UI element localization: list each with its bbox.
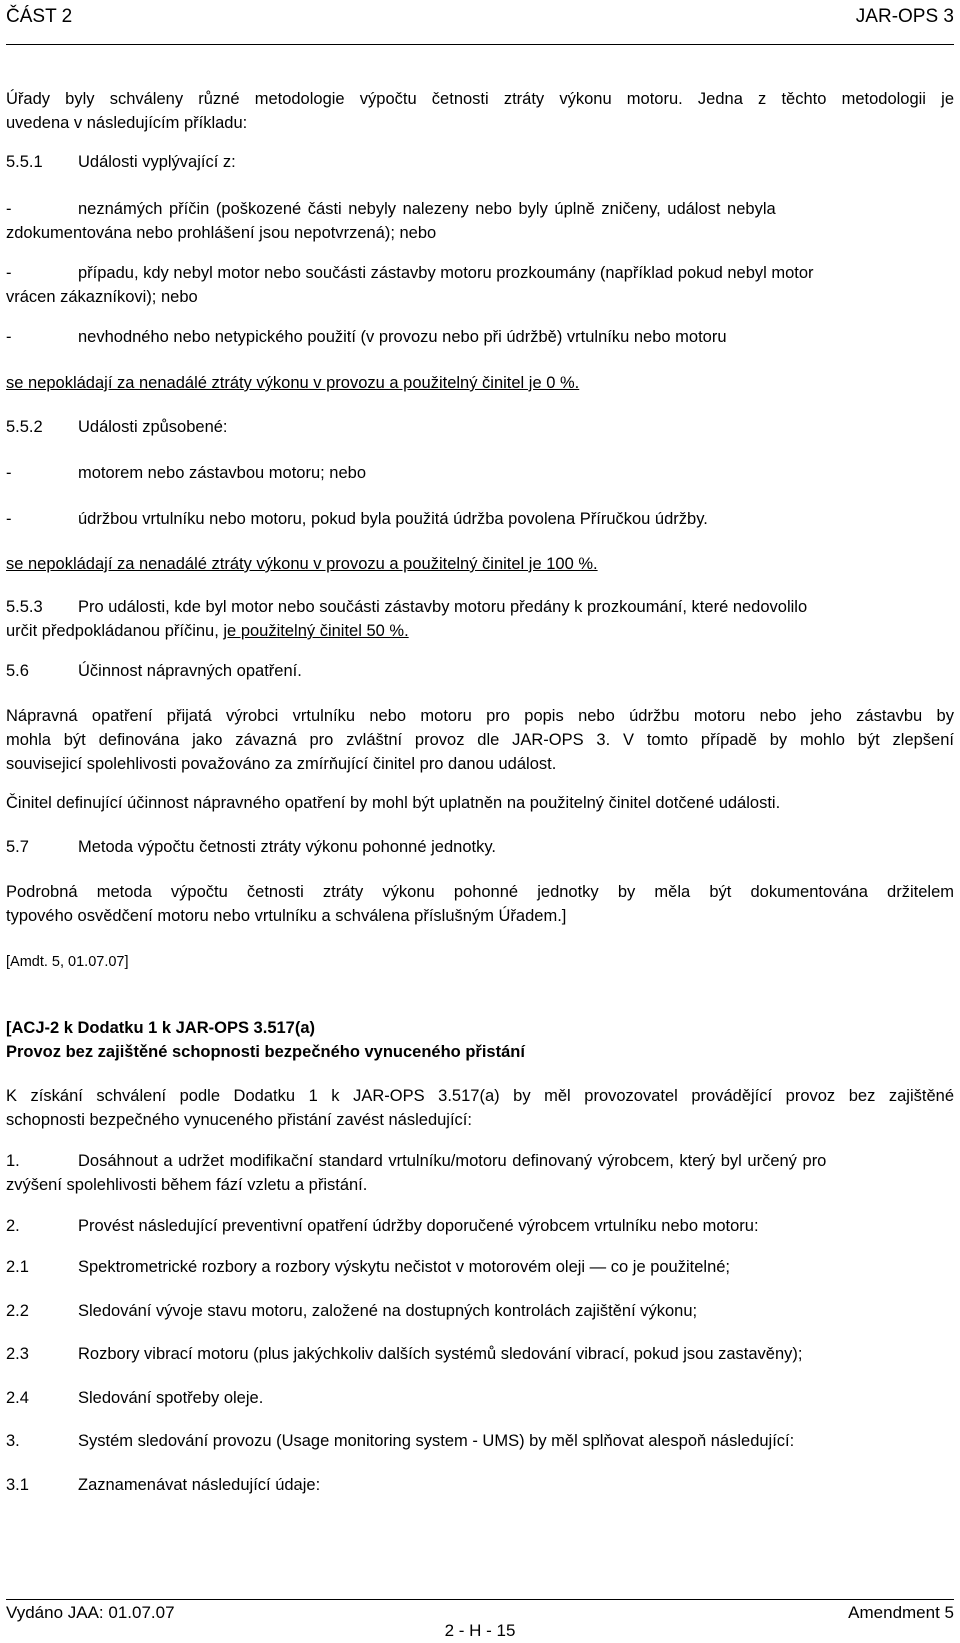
section-title: Události způsobené: bbox=[78, 418, 228, 436]
item-text-continued: zvýšení spolehlivosti během fází vzletu a přistání. bbox=[6, 1176, 368, 1194]
acj-intro-line-2: schopnosti bezpečného vynuceného přistání zavést následující: bbox=[6, 1111, 472, 1129]
paragraph-line-2 bbox=[6, 619, 954, 643]
section-title: Události vyplývající z: bbox=[78, 153, 236, 171]
dash-bullet: - bbox=[6, 200, 12, 218]
item-text: Systém sledování provozu (Usage monitoring system - UMS) by měl splňovat alespoň následující: bbox=[78, 1432, 795, 1450]
paragraph-line: typového osvědčení motoru nebo vrtulníku a schválena příslušným Úřadem.] bbox=[6, 907, 567, 925]
footer-issued: Vydáno JAA: 01.07.07 bbox=[6, 1603, 175, 1622]
section-number: 5.5.1 bbox=[6, 153, 43, 171]
item-text: případu, kdy nebyl motor nebo součásti zástavby motoru prozkoumány (například pokud nebyl motor bbox=[78, 264, 814, 282]
acj-subheading: Provoz bez zajištěné schopnosti bezpečného vynuceného přistání bbox=[6, 1043, 525, 1061]
item-text: Provést následující preventivní opatření údržby doporučené výrobcem vrtulníku nebo motoru: bbox=[78, 1217, 759, 1235]
paragraph-line: mohla být definována jako závazná pro zvláštní provoz dle JAR-OPS 3. V tomto případě by mohlo být zlepšení bbox=[6, 731, 954, 749]
conclusion-factor-0: se nepokládají za nenadálé ztráty výkonu v provozu a použitelný činitel je 0 %. bbox=[6, 374, 580, 392]
acj-intro-line-1: K získání schválení podle Dodatku 1 k JAR-OPS 3.517(a) by měl provozovatel provádějící provoz bez zajištěné bbox=[6, 1087, 954, 1105]
item-number: 1. bbox=[6, 1152, 20, 1170]
acj-heading: [ACJ-2 k Dodatku 1 k JAR-OPS 3.517(a) bbox=[6, 1019, 316, 1037]
item-text: Spektrometrické rozbory a rozbory výskytu nečistot v motorovém oleji — co je použitelné; bbox=[78, 1258, 731, 1276]
item-text: motorem nebo zástavbou motoru; nebo bbox=[78, 464, 367, 482]
item-text: Sledování spotřeby oleje. bbox=[78, 1389, 264, 1407]
dash-bullet: - bbox=[6, 464, 12, 482]
intro-line-2: uvedena v následujícím příkladu: bbox=[6, 114, 248, 132]
item-text: Sledování vývoje stavu motoru, založené na dostupných kontrolách zajištění výkonu; bbox=[78, 1302, 698, 1320]
item-text: neznámých příčin (poškozené části nebyly nalezeny nebo byly úplně zničeny, událost nebyla bbox=[78, 200, 776, 218]
paragraph-line: Podrobná metoda výpočtu četnosti ztráty výkonu pohonné jednotky by měla být dokumentována držitelem bbox=[6, 883, 954, 901]
item-text-continued: vrácen zákazníkovi); nebo bbox=[6, 288, 198, 306]
item-number: 3.1 bbox=[6, 1476, 29, 1494]
section-number: 5.5.3 bbox=[6, 598, 43, 616]
section-title: Účinnost nápravných opatření. bbox=[78, 662, 302, 680]
header-doc-id: JAR-OPS 3 bbox=[855, 6, 954, 27]
item-text: údržbou vrtulníku nebo motoru, pokud byla použitá údržba povolena Příručkou údržby. bbox=[78, 510, 708, 528]
item-number: 2.4 bbox=[6, 1389, 29, 1407]
item-text: Rozbory vibrací motoru (plus jakýchkoliv dalších systémů sledování vibrací, pokud jsou zastavěny); bbox=[78, 1345, 803, 1363]
item-number: 2.1 bbox=[6, 1258, 29, 1276]
item-text-continued: zdokumentována nebo prohlášení jsou nepotvrzená); nebo bbox=[6, 224, 437, 242]
paragraph-line: souvisejicí spolehlivosti považováno za zmírňující činitel pro danou událost. bbox=[6, 755, 557, 773]
item-number: 2. bbox=[6, 1217, 20, 1235]
item-number: 2.3 bbox=[6, 1345, 29, 1363]
item-text: Zaznamenávat následující údaje: bbox=[78, 1476, 321, 1494]
dash-bullet: - bbox=[6, 328, 12, 346]
footer-rule bbox=[6, 1599, 954, 1600]
dash-bullet: - bbox=[6, 510, 12, 528]
amendment-note: [Amdt. 5, 01.07.07] bbox=[6, 954, 129, 970]
page-number: 2 - H - 15 bbox=[444, 1621, 516, 1640]
paragraph-line: Pro události, kde byl motor nebo součásti zástavby motoru předány k prozkoumání, které nedovolilo bbox=[78, 598, 808, 616]
item-number: 3. bbox=[6, 1432, 20, 1450]
section-title: Metoda výpočtu četnosti ztráty výkonu pohonné jednotky. bbox=[78, 838, 496, 856]
item-number: 2.2 bbox=[6, 1302, 29, 1320]
paragraph-text: určit předpokládanou příčinu, bbox=[6, 622, 224, 640]
section-number: 5.5.2 bbox=[6, 418, 43, 436]
paragraph: Činitel definující účinnost nápravného opatření by mohl být uplatněn na použitelný činitel dotčené události. bbox=[6, 794, 781, 812]
intro-line-1: Úřady byly schváleny různé metodologie výpočtu četnosti ztráty výkonu motoru. Jedna z těchto metodologii je bbox=[6, 90, 954, 108]
dash-bullet: - bbox=[6, 264, 12, 282]
item-text: Dosáhnout a udržet modifikační standard vrtulníku/motoru definovaný výrobcem, který byl určený pro bbox=[78, 1152, 827, 1170]
footer-amendment: Amendment 5 bbox=[848, 1603, 954, 1622]
header-part: ČÁST 2 bbox=[6, 6, 73, 27]
header-rule bbox=[6, 44, 954, 45]
paragraph-line: Nápravná opatření přijatá výrobci vrtulníku nebo motoru pro popis nebo údržbu motoru nebo jeho zástavbu by bbox=[6, 707, 954, 725]
factor-50-underlined: je použitelný činitel 50 %. bbox=[223, 622, 409, 640]
conclusion-factor-100: se nepokládají za nenadálé ztráty výkonu v provozu a použitelný činitel je 100 %. bbox=[6, 555, 598, 573]
section-number: 5.6 bbox=[6, 662, 29, 680]
section-number: 5.7 bbox=[6, 838, 29, 856]
item-text: nevhodného nebo netypického použití (v provozu nebo při údržbě) vrtulníku nebo motoru bbox=[78, 328, 727, 346]
